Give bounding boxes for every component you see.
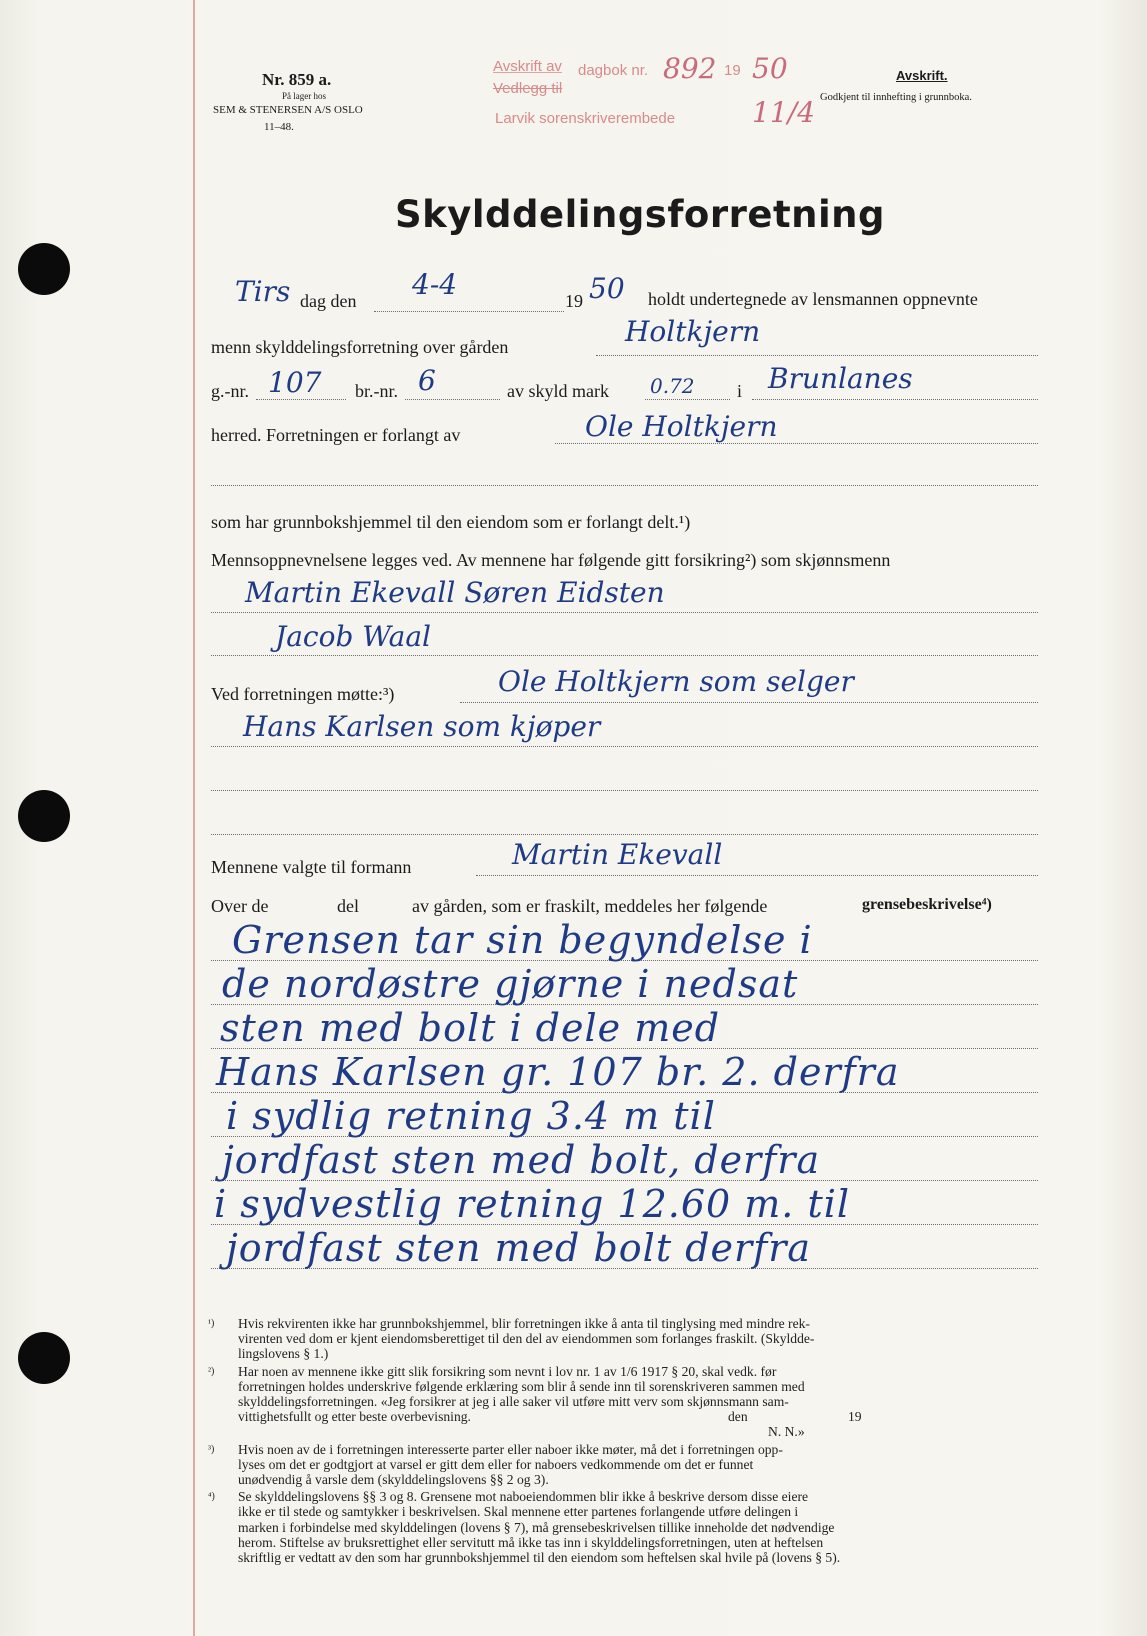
footnote-line: Hvis noen av de i forretningen interesserte parter eller naboer ikke møter, må det i forretningen opp- — [238, 1441, 783, 1457]
fill-line — [555, 443, 1038, 444]
handwritten-attendees: Hans Karlsen som kjøper — [243, 710, 601, 743]
handwritten-year: 50 — [589, 272, 625, 305]
avskrift-label: Avskrift. — [896, 68, 948, 83]
form-label: Mennsoppnevnelsene legges ved. Av mennene har følgende gitt forsikring²) som skjønnsmenn — [211, 550, 891, 570]
footnote-number: ¹) — [208, 1318, 215, 1329]
form-label: Over de — [211, 896, 269, 916]
handwritten-description-line: i sydvestlig retning 12.60 m. til — [214, 1182, 851, 1226]
footnote-line: Hvis rekvirenten ikke har grunnbokshjemmel, blir forretningen ikke å anta til tinglysing med mindre rek- — [238, 1316, 810, 1331]
handwritten-bnr: 6 — [418, 364, 436, 397]
stamp-text: Vedlegg til — [493, 80, 563, 97]
footnote-line: lyses om det er godtgjort at varsel er gitt dem eller for naboers vedkommende om det er funnet — [238, 1456, 754, 1472]
stamp-text: dagbok nr. — [578, 62, 649, 79]
publisher-line: På lager hos — [282, 91, 326, 101]
handwritten-description-line: sten med bolt i dele med — [220, 1006, 721, 1050]
footnote-text: vittighetsfullt og etter beste overbevisning. — [238, 1409, 471, 1425]
form-label: holdt undertegnede av lensmannen oppnevnte — [648, 289, 978, 309]
footnote-line: virenten ved dom er kjent eiendomsberettiget til den del av eiendommen som forlanges fraskilt. (Skyldde- — [238, 1331, 815, 1347]
form-label: g.-nr. — [211, 381, 249, 401]
fill-line — [211, 746, 1038, 747]
handwritten-dagbok-number: 892 — [663, 52, 717, 85]
handwritten-description-line: i sydlig retning 3.4 m til — [226, 1094, 716, 1138]
footnote-line: ikke er til stede og samtykker i beskrivelsen. Skal mennene etter partenes forlangende utføre delingen i — [238, 1504, 799, 1520]
form-label: i — [737, 381, 743, 401]
form-label: 19 — [565, 291, 583, 311]
stamp-text: Avskrift av — [493, 58, 562, 75]
footnote-sign-year: 19 — [848, 1409, 862, 1425]
handwritten-description-line: jordfast sten med bolt, derfra — [222, 1138, 821, 1182]
stamp-text: Larvik sorenskriverembede — [495, 110, 676, 127]
handwritten-farm-name: Holtkjern — [625, 315, 761, 348]
footnotes — [208, 1316, 1050, 1567]
footnote — [208, 1316, 1050, 1362]
handwritten-description-line: jordfast sten med bolt derfra — [226, 1226, 812, 1270]
footnote-line: Se skylddelingslovens §§ 3 og 8. Grensene mot naboeiendommen blir ikke å beskrive dersom disse eiere — [238, 1489, 809, 1505]
fill-line — [211, 790, 1038, 791]
fill-line — [645, 399, 730, 400]
handwritten-gnr: 107 — [268, 366, 322, 399]
footnote-line: skylddelingsforretningen. «Jeg forsikrer at jeg i alle saker vil utføre mitt verv som skjønnsmann sam- — [238, 1394, 789, 1410]
publisher-line: SEM & STENERSEN A/S OSLO — [213, 104, 363, 116]
handwritten-municipality: Brunlanes — [768, 362, 913, 395]
footnote-number: ²) — [208, 1365, 215, 1377]
fill-line — [211, 612, 1038, 613]
handwritten-description-line: de nordøstre gjørne i nedsat — [222, 962, 799, 1006]
fill-line — [374, 311, 564, 312]
form-number: Nr. 859 a. — [262, 70, 332, 89]
footnote-line: marken i forbindelse med skylddelingen (lovens § 7), må grensebeskrivelsen tillike inneholde det nødvendige — [238, 1519, 835, 1535]
form-label: Ved forretningen møtte:³) — [211, 684, 395, 704]
handwritten-appraisers: Martin Ekevall Søren Eidsten — [245, 576, 665, 609]
handwritten-chairman: Martin Ekevall — [512, 838, 723, 871]
form-label: br.-nr. — [355, 381, 398, 401]
footnote-sign-den: den — [728, 1409, 748, 1425]
punch-hole — [18, 1332, 70, 1384]
handwritten-description-line: Hans Karlsen gr. 107 br. 2. derfra — [216, 1050, 900, 1094]
footnote-number: ³) — [208, 1443, 215, 1455]
punch-hole — [18, 243, 70, 295]
handwritten-attendees: Ole Holtkjern som selger — [498, 665, 854, 698]
handwritten-skyld: 0.72 — [650, 374, 695, 398]
form-label: Mennene valgte til formann — [211, 857, 412, 877]
avskrift-note: Godkjent til innhefting i grunnboka. — [820, 92, 972, 103]
form-label: av gården, som er fraskilt, meddeles her følgende — [412, 896, 768, 916]
fill-line — [211, 485, 1038, 486]
footnote — [208, 1489, 1050, 1565]
handwritten-stamp-date: 11/4 — [752, 96, 815, 129]
punch-hole — [18, 790, 70, 842]
form-label: del — [337, 896, 359, 916]
footnote-line: herom. Stiftelse av bruksrettighet eller servitutt må ikke tas inn i skylddelingsforretningen, uten at heftelsen — [238, 1534, 824, 1550]
margin-line — [193, 0, 195, 1636]
page-title: Skylddelingsforretning — [395, 193, 885, 236]
handwritten-appraisers: Jacob Waal — [275, 620, 431, 653]
footnote-line: forretningen holdes underskrive følgende erklæring som blir å sende inn til sorenskriveren sammen med — [238, 1378, 805, 1394]
fill-line — [476, 875, 1038, 876]
handwritten-requester: Ole Holtkjern — [585, 410, 778, 443]
handwritten-description-line: Grensen tar sin begyndelse i — [232, 918, 813, 962]
footnote-line: Har noen av mennene ikke gitt slik forsikring som nevnt i lov nr. 1 av 1/6 1917 § 20, skal vedk. før — [238, 1363, 777, 1379]
stamp-text: 19 — [724, 62, 741, 79]
footnote — [208, 1442, 1050, 1488]
form-label: dag den — [300, 291, 357, 311]
fill-line — [405, 399, 500, 400]
fill-line — [596, 355, 1038, 356]
footnote-sign-nn: N. N.» — [768, 1424, 805, 1440]
fill-line — [752, 399, 1038, 400]
footnote-line: skriftlig er vedtatt av den som har grunnbokshjemmel til den eiendom som heftelsen skal hvile på (lovens § 5). — [238, 1550, 841, 1566]
footnote-number: ⁴) — [208, 1491, 215, 1503]
fill-line — [211, 655, 1038, 656]
form-label: som har grunnbokshjemmel til den eiendom som er forlangt delt.¹) — [211, 512, 691, 532]
footnote — [208, 1364, 1050, 1440]
footnote-line: unødvendig å varsle dem (skylddelingslovens §§ 2 og 3). — [238, 1472, 549, 1488]
handwritten-year: 50 — [752, 52, 788, 85]
handwritten-day: Tirs — [235, 275, 291, 308]
footnote-line: lingslovens § 1.) — [238, 1346, 329, 1362]
publisher-line: 11–48. — [264, 121, 294, 133]
form-label-bold: grensebeskrivelse⁴) — [862, 896, 992, 913]
handwritten-date: 4-4 — [412, 268, 458, 301]
form-label: menn skylddelingsforretning over gården — [211, 337, 509, 357]
form-label: herred. Forretningen er forlangt av — [211, 425, 461, 445]
footnote-line — [238, 1409, 1050, 1424]
fill-line — [256, 399, 346, 400]
fill-line — [211, 834, 1038, 835]
fill-line — [460, 702, 1038, 703]
form-label: av skyld mark — [507, 381, 609, 401]
